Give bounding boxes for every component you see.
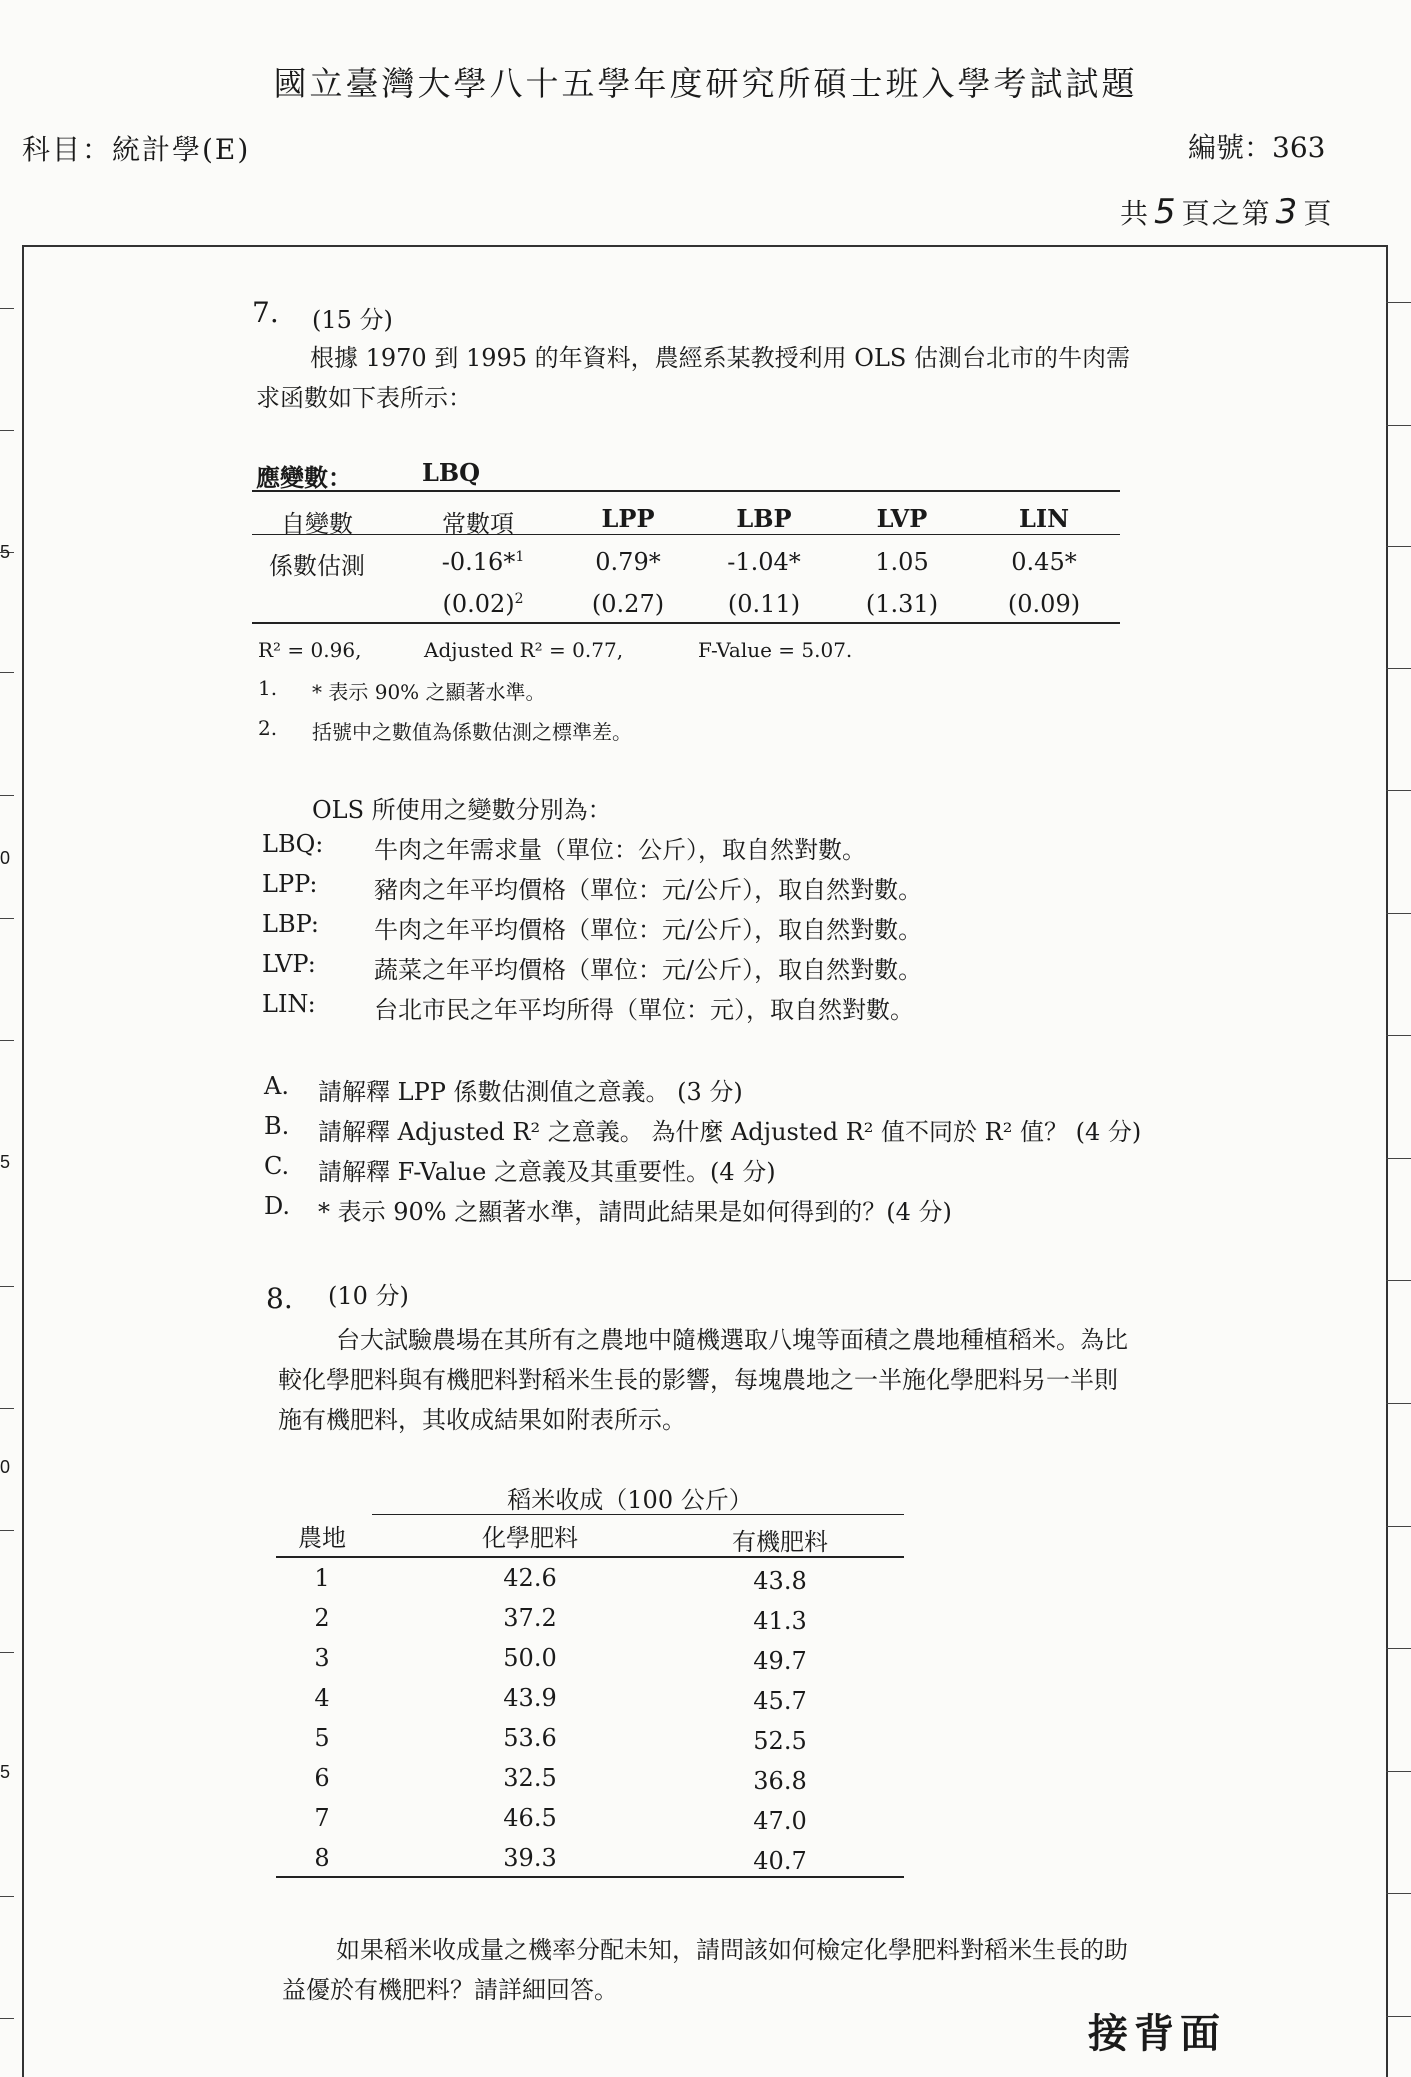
std-error: (0.11) [727, 590, 801, 618]
organic-yield: 52.5 [753, 1727, 807, 1755]
margin-number: 5 [0, 542, 11, 562]
page-indicator [1120, 192, 1333, 232]
chemical-yield: 43.9 [503, 1684, 557, 1712]
plot-number: 2 [314, 1604, 330, 1632]
chemical-yield: 39.3 [503, 1844, 557, 1872]
r-squared: R² = 0.96, [258, 638, 362, 662]
variable-description: 牛肉之年平均價格（單位：元/公斤），取自然對數。 [374, 916, 923, 944]
table-header: LIN [1018, 504, 1070, 533]
q8-question-line-2: 益優於有機肥料？請詳細回答。 [282, 1976, 618, 2004]
exam-title: 國立臺灣大學八十五學年度研究所碩士班入學考試試題 [273, 64, 1138, 103]
sub-question-text: 請解釋 F-Value 之意義及其重要性。(4 分) [318, 1158, 776, 1186]
pages-current: 3 [1275, 192, 1300, 232]
variable-code: LIN: [262, 990, 316, 1018]
sub-question-label: B. [264, 1112, 290, 1140]
organic-yield: 40.7 [753, 1847, 807, 1875]
note-text: * 表示 90% 之顯著水準。 [312, 680, 546, 704]
q7-points: (15 分) [312, 306, 393, 334]
note-number: 2. [258, 716, 278, 740]
q8-points: (10 分) [328, 1282, 409, 1310]
plot-number: 3 [314, 1644, 330, 1672]
variable-code: LBP: [262, 910, 319, 938]
coefficient: 0.79* [595, 548, 661, 576]
organic-yield: 36.8 [753, 1767, 807, 1795]
q7-number: 7. [252, 296, 279, 329]
variable-description: 台北市民之年平均所得（單位：元），取自然對數。 [374, 996, 914, 1024]
table-header: 常數項 [442, 510, 514, 538]
subject-label: 科目：統計學(E) [22, 133, 251, 166]
table-header: 自變數 [281, 510, 353, 538]
organic-yield: 43.8 [753, 1567, 807, 1595]
chemical-yield: 50.0 [503, 1644, 557, 1672]
variable-description: 牛肉之年需求量（單位：公斤），取自然對數。 [374, 836, 866, 864]
std-error: $(0.02)^2$ [442, 590, 524, 618]
variable-description: 蔬菜之年平均價格（單位：元/公斤），取自然對數。 [374, 956, 923, 984]
table-header: LPP [601, 504, 655, 533]
table-header: LVP [876, 504, 928, 533]
row-label: 係數估測 [269, 552, 365, 580]
table-header: 農地 [298, 1524, 346, 1552]
std-error: (1.31) [865, 590, 939, 618]
variable-code: LBQ: [262, 830, 324, 858]
margin-number: 5 [0, 1152, 11, 1172]
coefficient: 1.05 [875, 548, 929, 576]
variable-code: LPP: [262, 870, 318, 898]
q7-intro-line-2: 求函數如下表所示： [256, 384, 472, 412]
dependent-variable-label: 應變數： [256, 463, 352, 492]
note-number: 1. [258, 676, 278, 700]
variable-description: 豬肉之年平均價格（單位：元/公斤），取自然對數。 [374, 876, 923, 904]
chemical-yield: 42.6 [503, 1564, 557, 1592]
plot-number: 6 [314, 1764, 330, 1792]
variable-code: LVP: [262, 950, 316, 978]
margin-number: 0 [0, 1457, 11, 1477]
chemical-yield: 53.6 [503, 1724, 557, 1752]
sub-question-text: 請解釋 LPP 係數估測值之意義。 (3 分) [318, 1078, 743, 1106]
pages-current-prefix: 頁之第 [1181, 197, 1272, 230]
plot-number: 5 [314, 1724, 330, 1752]
coefficient: -1.04* [727, 548, 801, 576]
q8-intro-line-2: 較化學肥料與有機肥料對稻米生長的影響，每塊農地之一半施化學肥料另一半則 [278, 1366, 1118, 1394]
organic-yield: 47.0 [753, 1807, 807, 1835]
margin-number: 0 [0, 848, 11, 868]
chemical-yield: 32.5 [503, 1764, 557, 1792]
organic-yield: 41.3 [753, 1607, 807, 1635]
q8-number: 8. [266, 1282, 293, 1315]
continue-on-back: 接背面 [1088, 2010, 1226, 2057]
sub-question-label: A. [264, 1072, 289, 1100]
plot-number: 4 [314, 1684, 330, 1712]
organic-yield: 49.7 [753, 1647, 807, 1675]
plot-number: 1 [314, 1564, 330, 1592]
q8-intro-line-1: 台大試驗農場在其所有之農地中隨機選取八塊等面積之農地種植稻米。為比 [336, 1326, 1128, 1354]
q8-intro-line-3: 施有機肥料，其收成結果如附表所示。 [278, 1406, 686, 1434]
table-header: 有機肥料 [732, 1528, 828, 1556]
q8-question-line-1: 如果稻米收成量之機率分配未知，請問該如何檢定化學肥料對稻米生長的助 [336, 1936, 1128, 1964]
chemical-yield: 37.2 [503, 1604, 557, 1632]
std-error: (0.09) [1007, 590, 1081, 618]
pages-total-prefix: 共 [1120, 197, 1151, 230]
margin-number: 5 [0, 1762, 11, 1782]
dependent-variable-value: LBQ [422, 458, 481, 487]
sub-question-text: * 表示 90% 之顯著水準，請問此結果是如何得到的？(4 分) [318, 1198, 952, 1226]
coefficient: 0.45* [1011, 548, 1077, 576]
pages-suffix: 頁 [1303, 197, 1334, 230]
table-caption: 稻米收成（100 公斤） [507, 1486, 753, 1514]
sub-question-label: D. [264, 1192, 291, 1220]
variables-intro: OLS 所使用之變數分別為： [312, 796, 612, 824]
chemical-yield: 46.5 [503, 1804, 557, 1832]
sub-question-text: 請解釋 Adjusted R² 之意義。 為什麼 Adjusted R² 值不同於 R² 值？ (4 分) [318, 1118, 1142, 1146]
exam-code: 編號：363 [1188, 131, 1326, 164]
organic-yield: 45.7 [753, 1687, 807, 1715]
pages-total: 5 [1154, 192, 1178, 232]
coefficient: -0.16*$^1$ [441, 548, 525, 576]
std-error: (0.27) [591, 590, 665, 618]
f-value: F-Value = 5.07. [698, 638, 853, 662]
plot-number: 7 [314, 1804, 330, 1832]
note-text: 括號中之數值為係數估測之標準差。 [312, 720, 632, 744]
sub-question-label: C. [264, 1152, 290, 1180]
table-header: LBP [736, 504, 792, 533]
q7-intro-line-1: 根據 1970 到 1995 的年資料，農經系某教授利用 OLS 估測台北市的牛肉需 [310, 344, 1130, 372]
plot-number: 8 [314, 1844, 330, 1872]
table-header: 化學肥料 [482, 1524, 578, 1552]
adjusted-r-squared: Adjusted R² = 0.77, [424, 638, 624, 662]
